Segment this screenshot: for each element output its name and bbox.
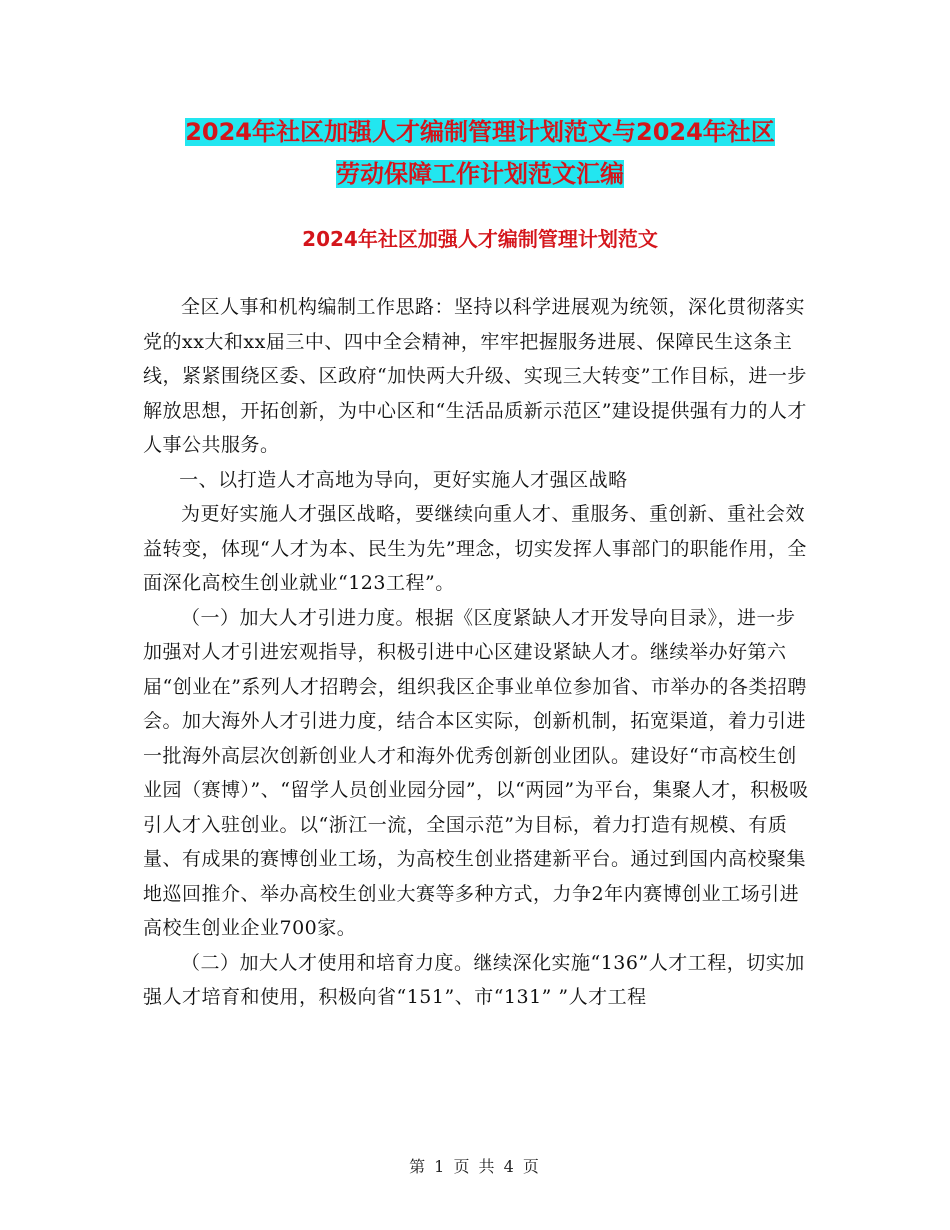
section-title: 2024年社区加强人才编制管理计划范文 bbox=[302, 227, 658, 251]
page-footer: 第 1 页 共 4 页 bbox=[409, 1157, 541, 1176]
body-text bbox=[143, 290, 813, 1015]
paragraph-strategy: 为更好实施人才强区战略，要继续向重人才、重服务、重创新、重社会效益转变，体现“人才为本、民生为先”理念，切实发挥人事部门的职能作用，全面深化高校生创业就业“123工程”。 bbox=[143, 503, 807, 594]
paragraph-item-2: （二）加大人才使用和培育力度。继续深化实施“136”人才工程，切实加强人才培育和使用，积极向省“151”、市“131” ”人才工程 bbox=[143, 951, 805, 1008]
paragraph-item-1: （一）加大人才引进力度。根据《区度紧缺人才开发导向目录》，进一步加强对人才引进宏观指导，积极引进中心区建设紧缺人才。继续举办好第六届“创业在”系列人才招聘会，组织我区企事业单位参加省、市举办的各类招聘会。加大海外人才引进力度，结合本区实际，创新机制，拓宽渠道，着力引进一批海外高层次创新创业人才和海外优秀创新创业团队。建设好“市高校生创业园（赛博）”、“留学人员创业园分园”，以“两园”为平台，集聚人才，积极吸引人才入驻创业。以“浙江一流，全国示范”为目标，着力打造有规模、有质量、有成果的赛博创业工场，为高校生创业搭建新平台。通过到国内高校聚集地巡回推介、举办高校生创业大赛等多种方式，力争2年内赛博创业工场引进高校生创业企业700家。 bbox=[143, 606, 809, 939]
document-title-text-1: 2024年社区加强人才编制管理计划范文与2024年社区 bbox=[185, 118, 775, 146]
paragraph-heading-1: 一、以打造人才高地为导向，更好实施人才强区战略 bbox=[179, 468, 628, 491]
paragraph-intro: 全区人事和机构编制工作思路：坚持以科学进展观为统领，深化贯彻落实党的xx大和xx届三中、四中全会精神，牢牢把握服务进展、保障民生这条主线，紧紧围绕区委、区政府“加快两大升级、实现三大转变”工作目标，进一步解放思想，开拓创新，为中心区和“生活品质新示范区”建设提供强有力的人才人事公共服务。 bbox=[143, 296, 807, 456]
document-title-line-2 bbox=[140, 156, 820, 192]
document-title-line-1 bbox=[140, 114, 820, 150]
document-title-text-2: 劳动保障工作计划范文汇编 bbox=[336, 160, 624, 188]
